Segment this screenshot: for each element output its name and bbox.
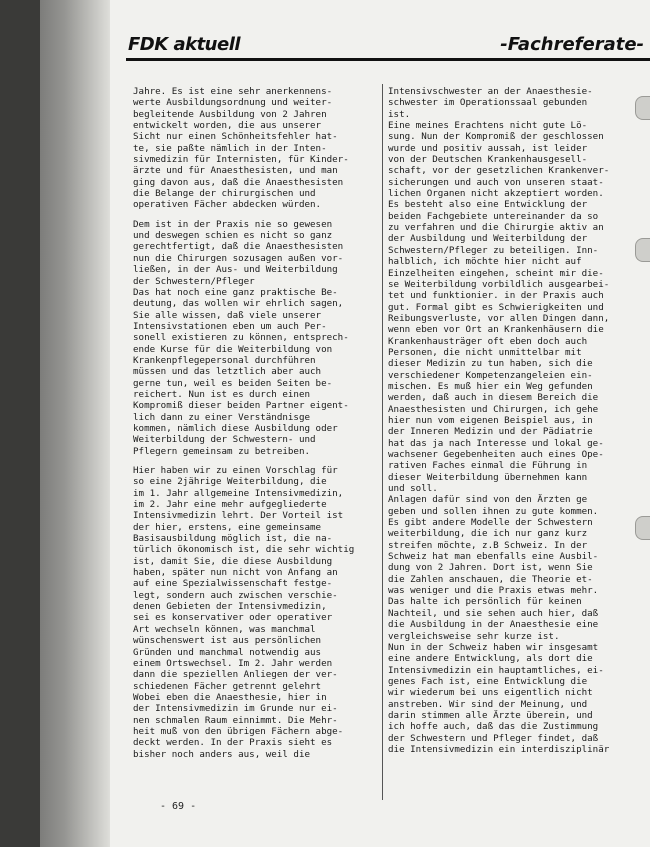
text-line: der Schwestern und Pfleger findet, daß [388, 732, 599, 744]
text-line: geben und sollen ihnen zu gute kommen. [388, 505, 599, 517]
text-line: der Inneren Medizin und der Pädiatrie [388, 426, 593, 438]
text-column-right [388, 86, 650, 755]
text-line: dieser Medizin zu tun haben, sich die [388, 358, 593, 370]
text-line: einem Ortswechsel. Im 2. Jahr werden [133, 657, 333, 669]
text-line: schaft, vor der gesetzlichen Krankenver- [388, 165, 610, 177]
text-line: Reibungsverluste, vor allen Dingen dann, [388, 312, 610, 324]
text-line: legt, sondern auch zwischen verschie- [133, 589, 338, 601]
text-line: se Weiterbildung vorbildlich ausgearbei- [388, 278, 610, 290]
text-line: heit muß von den übrigen Fächern abge- [133, 725, 344, 737]
text-line: ich hoffe auch, daß das die Zustimmung [388, 721, 599, 733]
text-line: Kompromiß dieser beiden Partner eigent- [133, 400, 349, 412]
text-line: Das halte ich persönlich für keinen [388, 596, 582, 608]
text-line: rativen Faches einmal die Führung in [388, 460, 588, 472]
text-line: wir wiederum bei uns eigentlich nicht [388, 687, 593, 699]
text-line: kommen, nämlich diese Ausbildung oder [133, 422, 338, 434]
text-line: Intensivmedizin ein hauptamtliches, ei- [388, 664, 604, 676]
text-line: entwickelt worden, die aus unserer [133, 120, 322, 132]
text-line: die Zahlen anschauen, die Theorie et- [388, 573, 593, 585]
text-line: beiden Fachgebiete untereinander da so [388, 210, 599, 222]
text-line: der Schwestern/Pfleger [133, 275, 255, 287]
text-line: Schweiz hat man ebenfalls eine Ausbil- [388, 551, 599, 563]
text-line: ist. [388, 108, 411, 120]
text-line: dieser Weiterbildung übernehmen kann [388, 471, 588, 483]
text-line: ließen, in der Aus- und Weiterbildung [133, 264, 338, 276]
text-line: darin stimmen alle Ärzte überein, und [388, 709, 593, 721]
book-spine-shadow [40, 0, 110, 847]
text-line: Sicht nur einen Schönheitsfehler hat- [133, 131, 338, 143]
document-page [40, 0, 650, 847]
text-line: müssen und das letztlich aber auch [133, 366, 322, 378]
text-line: Einzelheiten eingehen, scheint mir die- [388, 267, 604, 279]
text-line: im 1. Jahr allgemeine Intensivmedizin, [133, 487, 344, 499]
text-line: schwester im Operationssaal gebunden [388, 97, 588, 109]
text-line: ging davon aus, daß die Anaesthesisten [133, 176, 344, 188]
text-line: verschiedener Kompetenzangeleien ein- [388, 369, 593, 381]
text-line: Basisausbildung möglich ist, die na- [133, 533, 333, 545]
text-line: nen schmalen Raum einnimmt. Die Mehr- [133, 714, 338, 726]
text-line: Pflegern gemeinsam zu betreiben. [133, 445, 311, 457]
text-line: vergleichsweise sehr kurze ist. [388, 630, 560, 642]
text-line: ist, damit Sie, die diese Ausbildung [133, 555, 333, 567]
paragraph-gap [133, 457, 395, 465]
text-line: was weniger und die Praxis etwas mehr. [388, 585, 599, 597]
text-line: Es besteht also eine Entwicklung der [388, 199, 588, 211]
text-line: begleitende Ausbildung von 2 Jahren [133, 108, 327, 120]
header-right-title: -Fachreferate- [500, 34, 644, 55]
text-line: und deswegen schien es nicht so ganz [133, 230, 333, 242]
text-line: Schwestern/Pfleger zu beteiligen. Inn- [388, 244, 599, 256]
text-line: Sie alle wissen, daß viele unserer [133, 309, 322, 321]
text-line: ärzte und für Anaesthesisten, und man [133, 165, 338, 177]
page-number: - 69 - [160, 801, 197, 812]
text-line: deckt werden. In der Praxis sieht es [133, 737, 333, 749]
text-line: Nun in der Schweiz haben wir insgesamt [388, 641, 599, 653]
text-line: Anlagen dafür sind von den Ärzten ge [388, 494, 588, 506]
text-line: sei es konservativer oder operativer [133, 612, 333, 624]
text-line: Nachteil, und sie sehen auch hier, daß [388, 607, 599, 619]
binder-tab [635, 96, 650, 120]
text-line: sivmedizin für Internisten, für Kinder- [133, 154, 349, 166]
text-line: Gründen und manchmal notwendig aus [133, 646, 322, 658]
text-line: tet und funktionier. in der Praxis auch [388, 290, 604, 302]
text-line: hier nun vom eigenen Beispiel aus, in [388, 414, 593, 426]
text-line: operativen Fächer abdecken würden. [133, 199, 322, 211]
text-line: te, sie paßte nämlich in der Inten- [133, 142, 327, 154]
text-line: Dem ist in der Praxis nie so gewesen [133, 218, 333, 230]
binder-tab [635, 516, 650, 540]
text-line: der Intensivmedizin im Grunde nur ei- [133, 703, 338, 715]
text-line: Das hat noch eine ganz praktische Be- [133, 286, 338, 298]
text-line: im 2. Jahr eine mehr aufgegliederte [133, 499, 327, 511]
text-line: hat das ja nach Interesse und lokal ge- [388, 437, 604, 449]
text-line: halblich, ich möchte hier nicht auf [388, 256, 582, 268]
text-line: zu verfahren und die Chirurgie aktiv an [388, 222, 604, 234]
text-line: eine andere Entwicklung, als dort die [388, 653, 593, 665]
text-line: dann die speziellen Anliegen der ver- [133, 669, 338, 681]
text-line: Jahre. Es ist eine sehr anerkennens- [133, 86, 333, 97]
text-line: türlich ökonomisch ist, die sehr wichtig [133, 544, 355, 556]
text-line: lich dann zu einer Verständnisge [133, 411, 311, 423]
text-line: mischen. Es muß hier ein Weg gefunden [388, 380, 593, 392]
text-line: Anaesthesisten und Chirurgen, ich gehe [388, 403, 599, 415]
text-line: die Belange der chirurgischen und [133, 188, 316, 200]
text-line: sonell existieren zu können, entsprech- [133, 332, 349, 344]
text-line: Art wechseln können, was manchmal [133, 623, 316, 635]
text-line: Personen, die nicht unmittelbar mit [388, 346, 582, 358]
text-line: der Ausbildung und Weiterbildung der [388, 233, 588, 245]
text-line: wenn eben vor Ort an Krankenhäusern die [388, 324, 604, 336]
text-line: gut. Formal gibt es Schwierigkeiten und [388, 301, 604, 313]
text-line: wachsener Gegebenheiten auch eines Ope- [388, 449, 604, 460]
text-line: bisher noch anders aus, weil die [133, 748, 311, 760]
paragraph-gap [133, 211, 395, 219]
text-line: weiterbildung, die ich nur ganz kurz [388, 528, 588, 540]
text-line: Krankenpflegepersonal durchführen [133, 354, 316, 366]
text-line: und soll. [388, 483, 438, 495]
text-line: Intensivstationen eben um auch Per- [133, 320, 327, 332]
text-line: sicherungen und auch von unseren staat- [388, 176, 604, 188]
text-line: schiedenen Fächer getrennt gelehrt [133, 680, 322, 692]
header-rule [126, 58, 650, 61]
text-line: Es gibt andere Modelle der Schwestern [388, 517, 593, 529]
text-line: deutung, das wollen wir ehrlich sagen, [133, 298, 344, 310]
text-line: streifen möchte, z.B Schweiz. In der [388, 539, 588, 551]
text-line: werden, daß auch in diesem Bereich die [388, 392, 599, 404]
text-line: Weiterbildung der Schwestern- und [133, 434, 316, 446]
text-line: reichert. Nun ist es durch einen [133, 388, 311, 400]
text-line: wünschenswert ist aus persönlichen [133, 635, 322, 647]
text-line: haben, später nun nicht von Anfang an [133, 567, 338, 579]
text-line: Eine meines Erachtens nicht gute Lö- [388, 120, 588, 132]
text-line: denen Gebieten der Intensivmedizin, [133, 601, 327, 613]
text-line: der hier, erstens, eine gemeinsame [133, 521, 322, 533]
binder-tab [635, 238, 650, 262]
header-left-title: FDK aktuell [128, 34, 241, 55]
text-line: die Intensivmedizin ein interdisziplinär [388, 743, 610, 755]
text-line: werte Ausbildungsordnung und weiter- [133, 97, 333, 109]
text-line: sung. Nun der Kompromiß der geschlossen [388, 131, 604, 143]
text-line: ende Kurse für die Weiterbildung von [133, 343, 333, 355]
text-line: so eine 2jährige Weiterbildung, die [133, 476, 327, 488]
text-line: wurde und positiv aussah, ist leider [388, 142, 588, 154]
text-line: lichen Organen nicht akzeptiert worden. [388, 188, 604, 200]
text-line: auf eine Spezialwissenschaft festge- [133, 578, 333, 590]
text-line: dung von 2 Jahren. Dort ist, wenn Sie [388, 562, 593, 574]
text-line: Intensivschwester an der Anaesthesie- [388, 86, 593, 97]
text-line: die Ausbildung in der Anaesthesie eine [388, 619, 599, 631]
text-line: Wobei eben die Anaesthesie, hier in [133, 691, 327, 703]
text-line: gerne tun, weil es beiden Seiten be- [133, 377, 333, 389]
text-line: Intensivmedizin lehrt. Der Vorteil ist [133, 510, 344, 522]
text-line: von der Deutschen Krankenhausgesell- [388, 154, 588, 166]
text-line: genes Fach ist, eine Entwicklung die [388, 675, 588, 687]
text-line: nun die Chirurgen sozusagen außen vor- [133, 252, 344, 264]
text-line: Hier haben wir zu einen Vorschlag für [133, 465, 338, 476]
text-line: Krankenhausträger oft eben doch auch [388, 335, 588, 347]
text-line: gerechtfertigt, daß die Anaesthesisten [133, 241, 344, 253]
text-column-left [133, 86, 395, 760]
text-line: anstreben. Wir sind der Meinung, und [388, 698, 588, 710]
